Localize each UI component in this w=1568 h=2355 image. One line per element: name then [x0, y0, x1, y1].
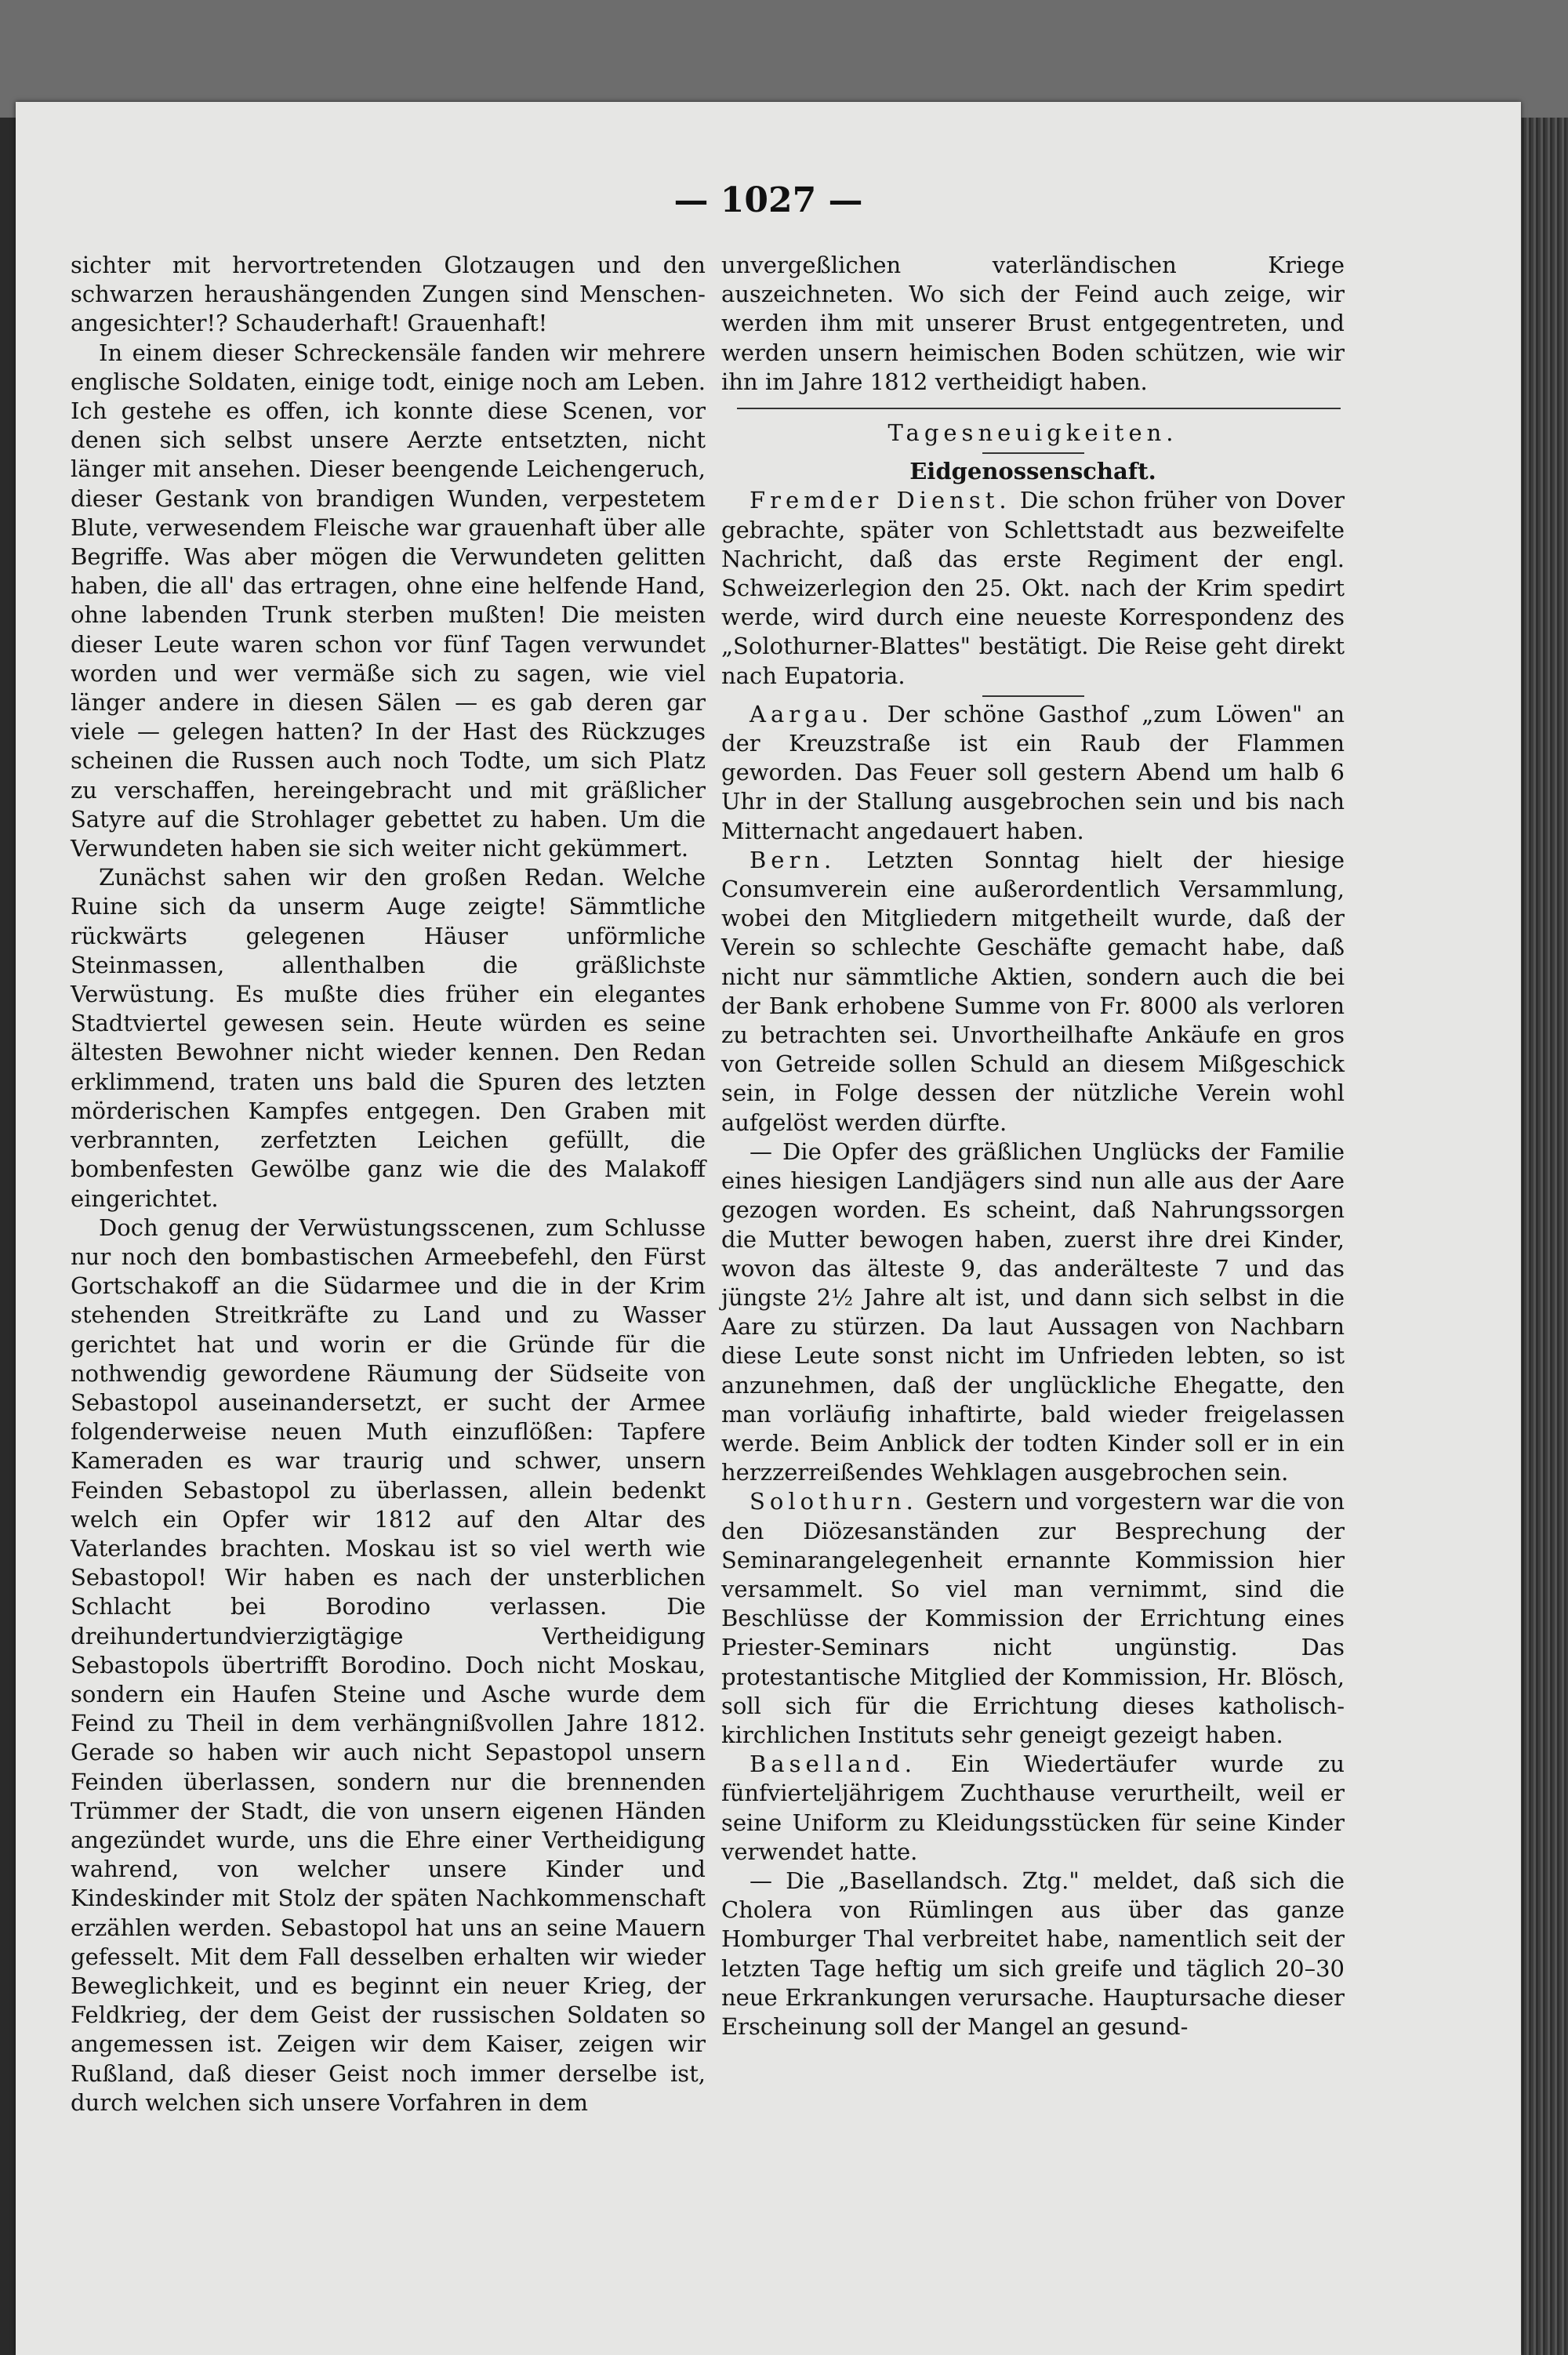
paragraph: Zunächst sahen wir den großen Redan. Welche Ruine sich da unserm Auge zeigte! Sämmtliche rückwärts gelegenen Häuser unförmliche Steinmassen, allenthalben die gräßlichste Verwüstung. Es mußte dies früher ein elegantes Stadtviertel gewesen sein. Heute würden es seine ältesten Bewohner nicht wieder kennen. Den Redan erklimmend, traten uns bald die Spuren des letzten mörderischen Kampfes entgegen. Den Graben mit verbrannten, zerfetzten Leichen gefüllt, die bombenfesten Gewölbe ganz wie die des Malakoff eingerichtet.	[71, 864, 706, 1212]
item-divider	[982, 695, 1084, 697]
news-item-lead: Fremder Dienst.	[750, 487, 1011, 514]
news-item-solothurn	[721, 1487, 1345, 1750]
paragraph: Doch genug der Verwüstungsscenen, zum Schlusse nur noch den bombastischen Armeebefehl, den Fürst Gortschakoff an die Südarmee und die in der Krim stehenden Streitkräfte zu Land und zu Wasser gerichtet hat und worin er die Gründe für die nothwendig gewordene Räumung der Südseite von Sebastopol auseinandersetzt, er sucht der Armee folgenderweise neuen Muth einzuflößen: Tapfere Kameraden es war traurig und schwer, unsern Feinden Sebastopol zu überlassen, allein bedenkt welch ein Opfer wir 1812 auf den Altar des Vaterlandes brachten. Moskau ist so viel werth wie Sebastopol! Wir haben es nach der unsterblichen Schlacht bei Borodino verlassen. Die dreihundertundvierzigtägige Vertheidigung Sebastopols übertrifft Borodino. Doch nicht Moskau, sondern ein Haufen Steine und Asche wurde dem Feind zu Theil in dem verhängnißvollen Jahre 1812. Gerade so haben wir auch nicht Sepastopol unsern Feinden überlassen, sondern nur die brennenden Trümmer der Stadt, die von unsern eigenen Händen angezündet wurde, uns die Ehre einer Vertheidigung wahrend, von welcher unsere Kinder und Kindeskinder mit Stolz der späten Nachkommenschaft erzählen werden. Sebastopol hat uns an seine Mauern gefesselt. Mit dem Fall desselben erhalten wir wieder Beweglichkeit, und es beginnt ein neuer Krieg, der Feldkrieg, der dem Geist der russischen Soldaten so angemessen ist. Zeigen wir dem Kaiser, zeigen wir Rußland, daß dieser Geist noch immer derselbe ist, durch welchen sich unsere Vorfahren in dem	[71, 1214, 706, 2116]
news-item-bern	[721, 846, 1345, 1138]
news-item-text: Letzten Sonntag hielt der hiesige Consumverein eine außerordentlich Versammlung, wobei den Mitgliedern mitgetheilt wurde, daß der Verein so schlechte Geschäfte gemacht habe, daß nicht nur sämmtliche Aktien, sondern auch die bei der Bank erhobene Summe von Fr. 8000 als verloren zu betrachten sei. Unvortheilhafte Ankäufe en gros von Getreide sollen Schuld an diesem Mißgeschick sein, in Folge dessen der nützliche Verein wohl aufgelöst werden dürfte.	[721, 846, 1345, 1136]
subsection-title: Eidgenossenschaft.	[909, 458, 1156, 485]
news-item-lead: Aargau.	[750, 700, 873, 728]
paragraph: In einem dieser Schreckensäle fanden wir mehrere englische Soldaten, einige todt, einige noch am Leben. Ich gestehe es offen, ich konnte diese Scenen, vor denen sich selbst unsere Aerzte entsetzten, nicht länger mit ansehen. Dieser beengende Leichengeruch, dieser Gestank von brandigen Wunden, verpestetem Blute, verwesendem Fleische war grauenhaft über alle Begriffe. Was aber mögen die Verwundeten gelitten haben, die all' das ertragen, ohne eine helfende Hand, ohne labenden Trunk sterben mußten! Die meisten dieser Leute waren schon vor fünf Tagen verwundet worden und wer vermäße sich zu sagen, wie viel länger andere in diesen Sälen — es gab deren gar viele — gelegen hatten? In der Hast des Rückzuges scheinen die Russen auch noch Todte, um sich Platz zu verschaffen, hereingebracht und mit gräßlicher Satyre auf die Strohlager gebettet zu haben. Um die Verwundeten haben sie sich weiter nicht gekümmert.	[71, 339, 706, 862]
news-item-lead: Baselland.	[750, 1751, 916, 1778]
news-item-fremder-dienst	[721, 486, 1345, 690]
news-item-text: Gestern und vorgestern war die von den Diözesanständen zur Besprechung der Seminarangelegenheit ernannte Kommission hier versammelt. So viel man vernimmt, sind die Beschlüsse der Kommission der Errichtung eines Priester-Seminars nicht ungünstig. Das protestantische Mitglied der Kommission, Hr. Blösch, soll sich für die Errichtung dieses katholisch-kirchlichen Instituts sehr geneigt gezeigt haben.	[721, 1488, 1345, 1748]
news-item-lead: Solothurn.	[750, 1488, 918, 1515]
news-item-text: Die schon früher von Dover gebrachte, später von Schlettstadt aus bezweifelte Nachricht, daß das erste Regiment der engl. Schweizerlegion den 25. Okt. nach der Krim spedirt werde, wird durch eine neueste Korrespondenz des „Solothurner-Blattes" bestätigt. Die Reise geht direkt nach Eupatoria.	[721, 487, 1345, 689]
left-column	[71, 251, 706, 2117]
news-item-text: Der schöne Gasthof „zum Löwen" an der Kreuzstraße ist ein Raub der Flammen geworden. Das Feuer soll gestern Abend um halb 6 Uhr in der Stallung ausgebrochen sein und bis nach Mitternacht angedauert haben.	[721, 700, 1345, 844]
title-divider	[982, 452, 1084, 454]
paragraph: sichter mit hervortretenden Glotzaugen und den schwarzen heraushängenden Zungen sind Menschen-angesichter!? Schauderhaft! Grauenhaft!	[71, 252, 706, 337]
news-item-text: Ein Wiedertäufer wurde zu fünfvierteljährigem Zuchthause verurtheilt, weil er seine Uniform zu Kleidungsstücken für seine Kinder verwendet hatte.	[721, 1751, 1345, 1865]
book-spine	[1517, 118, 1568, 2355]
news-item-aargau	[721, 700, 1345, 846]
section-divider	[737, 408, 1341, 409]
paragraph: unvergeßlichen vaterländischen Kriege auszeichneten. Wo sich der Feind auch zeige, wir werden ihm mit unserer Brust entgegentreten, und werden unsern heimischen Boden schützen, wie wir ihn im Jahre 1812 vertheidigt haben.	[721, 252, 1345, 395]
news-item-lead: Bern.	[750, 846, 837, 873]
section-title: Tagesneuigkeiten.	[887, 419, 1178, 447]
news-item-baselland-followup	[721, 1867, 1345, 2041]
page-number: — 1027 —	[673, 180, 863, 220]
news-item-text: — Die Opfer des gräßlichen Unglücks der Familie eines hiesigen Landjägers sind nun alle aus der Aare gezogen worden. Es scheint, daß Nahrungssorgen die Mutter bewogen haben, zuerst ihre drei Kinder, wovon das älteste 9, das anderälteste 7 und das jüngste 2½ Jahre alt ist, und dann sich selbst in die Aare zu stürzen. Da laut Aussagen von Nachbarn diese Leute sonst nicht im Unfrieden lebten, so ist anzunehmen, daß der unglückliche Ehegatte, den man vorläufig inhaftirte, bald wieder freigelassen werde. Beim Anblick der todten Kinder soll er in ein herzzerreißendes Wehklagen ausgebrochen sein.	[721, 1138, 1345, 1486]
news-item-bern-followup	[721, 1138, 1345, 1487]
newspaper-page	[16, 102, 1521, 2355]
scan-background	[0, 0, 1568, 118]
news-item-text: — Die „Basellandsch. Ztg." meldet, daß sich die Cholera von Rümlingen aus über das ganze Homburger Thal verbreitet habe, namentlich seit der letzten Tage heftig um sich greife und täglich 20–30 neue Erkrankungen verursache. Hauptursache dieser Erscheinung soll der Mangel an gesund-	[721, 1867, 1345, 2040]
right-column	[721, 251, 1345, 2041]
news-item-baselland	[721, 1750, 1345, 1867]
